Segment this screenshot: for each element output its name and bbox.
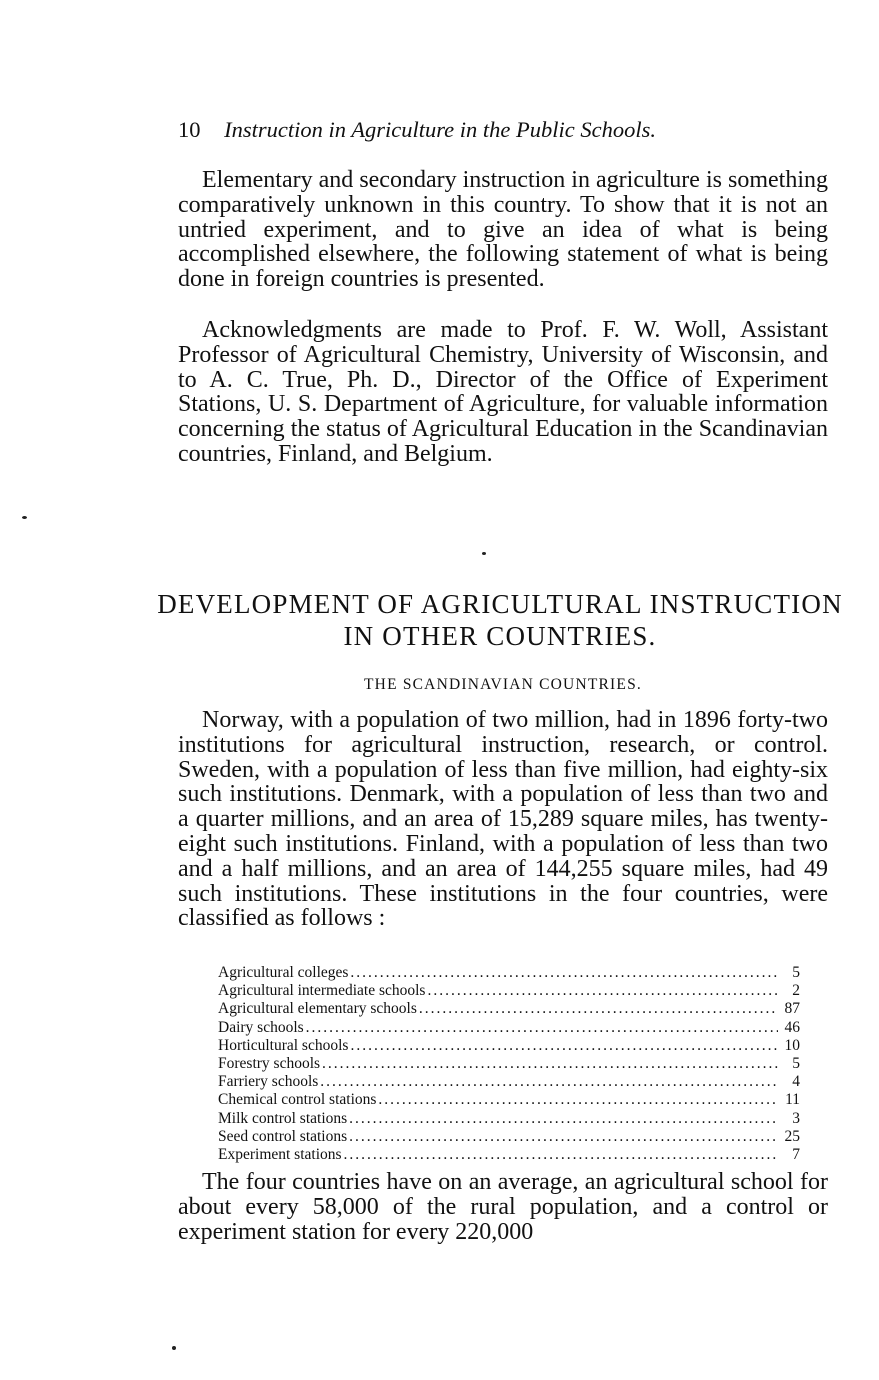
- tally-row: [218, 1091, 800, 1109]
- tally-row: [218, 982, 800, 1000]
- dot-leader: [417, 1000, 778, 1018]
- tally-count: 2: [792, 982, 800, 1000]
- tally-label: Chemical control stations: [218, 1091, 377, 1109]
- tally-count: 10: [784, 1036, 800, 1054]
- dot-leader: [347, 1128, 778, 1146]
- tally-row: [218, 1073, 800, 1091]
- dot-leader: [320, 1055, 778, 1073]
- page-number: 10: [178, 117, 201, 142]
- acknowledgments-text: Acknowledgments are made to Prof. F. W. Woll, Assistant Professor of Agricultural Chemistry, University of Wisconsin, and to A. C. True, Ph. D., Director of the Office of Experiment Stations, U. S. Department of Agriculture, for valuable information concerning the status of Agricultural Education in the Scandinavian countries, Finland, and Belgium.: [178, 317, 828, 467]
- tally-row: [218, 964, 800, 982]
- dot-leader: [376, 1091, 778, 1109]
- tally-label: Experiment stations: [218, 1145, 342, 1163]
- running-header: [178, 114, 758, 146]
- dot-leader: [348, 1037, 778, 1055]
- scandinavian-paragraph: [178, 708, 828, 931]
- tally-count: 87: [784, 1000, 800, 1018]
- institution-tally: [218, 964, 800, 1164]
- tally-count: 46: [784, 1018, 800, 1036]
- closing-text: The four countries have on an average, an agricultural school for about every 58,000 of the rural population, and a control or experiment station for every 220,000: [178, 1169, 828, 1245]
- intro-paragraph: [178, 168, 828, 292]
- dot-leader: [425, 982, 778, 1000]
- tally-count: 5: [792, 964, 800, 981]
- running-title: Instruction in Agriculture in the Public Schools.: [224, 117, 656, 142]
- tally-label: Milk control stations: [218, 1109, 348, 1127]
- tally-label: Dairy schools: [218, 1018, 304, 1036]
- tally-label: Horticultural schools: [218, 1036, 349, 1054]
- tally-label: Agricultural colleges: [218, 964, 349, 981]
- tally-label: Forestry schools: [218, 1054, 321, 1072]
- tally-count: 25: [784, 1127, 800, 1145]
- dot-leader: [304, 1019, 778, 1037]
- tally-count: 11: [785, 1091, 800, 1109]
- tally-label: Farriery schools: [218, 1073, 319, 1091]
- tally-label: Seed control stations: [218, 1127, 348, 1145]
- tally-label: Agricultural elementary schools: [218, 1000, 417, 1018]
- tally-row: [218, 1055, 800, 1073]
- closing-paragraph: [178, 1170, 828, 1244]
- dot-leader: [318, 1073, 778, 1091]
- margin-speck: [482, 552, 486, 555]
- tally-row: [218, 1037, 800, 1055]
- tally-row: [218, 1128, 800, 1146]
- tally-row: [218, 1019, 800, 1037]
- tally-row: [218, 1146, 800, 1164]
- scandinavian-text: Norway, with a population of two million, had in 1896 forty-two institutions for agricultural instruction, research, or control. Sweden, with a population of less than five million, had eighty-six such institutions. Denmark, with a population of less than two and a quarter millions, and an area of 15,289 square miles, has twenty-eight such institutions. Finland, with a population of less than two and a half millions, and an area of 144,255 square miles, had 49 such institutions. These institutions in the four countries, were classified as follows :: [178, 707, 828, 932]
- dot-leader: [347, 1110, 778, 1128]
- margin-speck: [172, 1346, 176, 1350]
- tally-label: Agricultural intermediate schools: [218, 982, 426, 1000]
- dot-leader: [342, 1146, 778, 1164]
- tally-count: 3: [792, 1109, 800, 1127]
- tally-count: 4: [792, 1073, 800, 1091]
- tally-count: 5: [792, 1054, 800, 1072]
- tally-row: [218, 1110, 800, 1128]
- tally-row: [218, 1000, 800, 1018]
- margin-speck: [22, 516, 27, 519]
- tally-count: 7: [792, 1145, 800, 1163]
- section-heading: DEVELOPMENT OF AGRICULTURAL INSTRUCTION IN OTHER COUNTRIES.: [157, 589, 843, 651]
- intro-text: Elementary and secondary instruction in agriculture is something comparatively unknown in this country. To show that it is not an untried experiment, and to give an idea of what is being accomplished elsewhere, the following statement of what is being done in foreign countries is presented.: [178, 167, 828, 293]
- acknowledgments-paragraph: [178, 318, 828, 467]
- dot-leader: [348, 964, 778, 982]
- section-subheading: THE SCANDINAVIAN COUNTRIES.: [364, 676, 642, 693]
